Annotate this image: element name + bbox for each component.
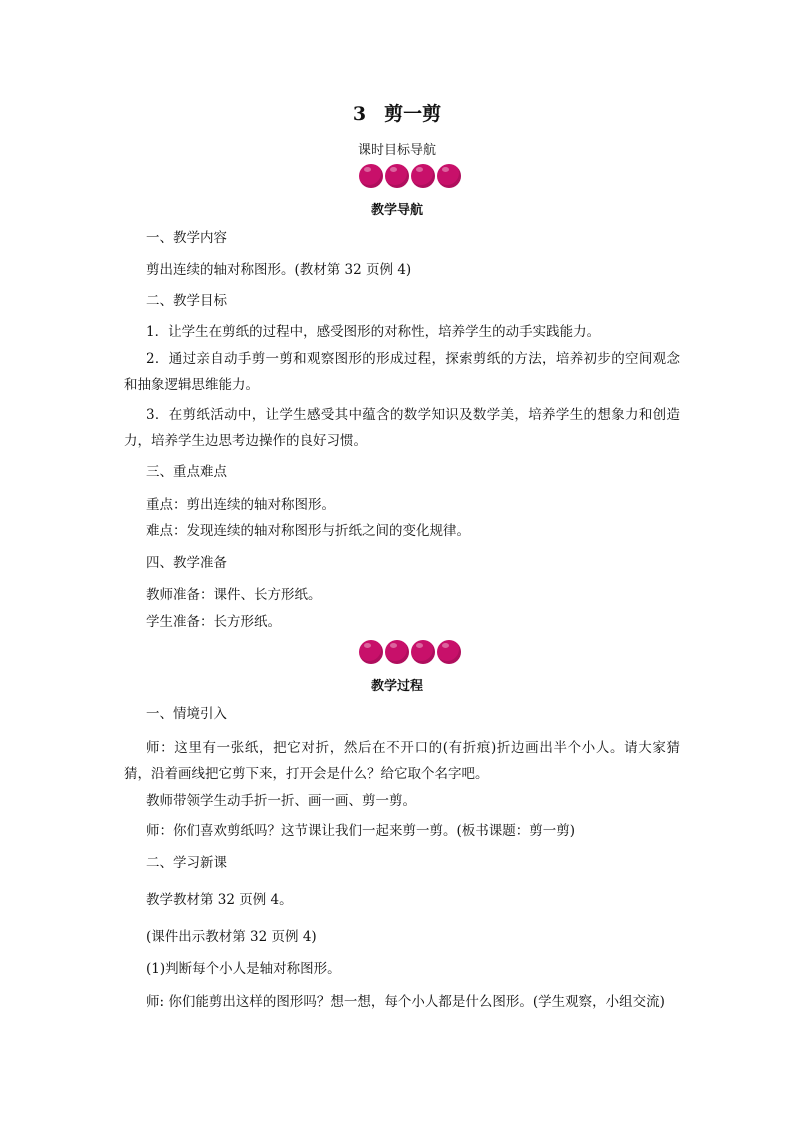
circle-dot-icon — [437, 640, 461, 664]
process-paragraph-6: (1)判断每个小人是轴对称图形。 — [146, 961, 341, 977]
guide-goal-1: 1．让学生在剪纸的过程中，感受图形的对称性，培养学生的动手实践能力。 — [146, 324, 601, 340]
process-paragraph-4: 教学教材第 32 页例 4。 — [146, 892, 293, 908]
guide-heading-3: 三、重点难点 — [146, 464, 227, 480]
process-heading-1: 一、情境引入 — [146, 706, 227, 722]
guide-goal-2: 2．通过亲自动手剪一剪和观察图形的形成过程，探索剪纸的方法，培养初步的空间观念和抽象逻辑思维能力。 — [124, 351, 680, 393]
circle-dot-icon — [411, 640, 435, 664]
guide-heading-1: 一、教学内容 — [146, 230, 227, 246]
circle-dot-icon — [359, 640, 383, 664]
circle-dot-icon — [385, 640, 409, 664]
process-paragraph-3: 师：你们喜欢剪纸吗？这节课让我们一起来剪一剪。(板书课题：剪一剪) — [146, 823, 576, 839]
lesson-subtitle: 课时目标导航 — [357, 143, 436, 158]
section-guide-label: 教学导航 — [370, 203, 423, 218]
lesson-number: 3 — [352, 103, 367, 125]
guide-heading-4: 四、教学准备 — [146, 555, 227, 571]
circle-dot-icon — [385, 164, 409, 188]
decorative-dots-top — [359, 164, 463, 188]
guide-difficulty: 难点：发现连续的轴对称图形与折纸之间的变化规律。 — [146, 523, 470, 539]
process-paragraph-1: 师：这里有一张纸，把它对折，然后在不开口的(有折痕)折边画出半个小人。请大家猜猜，沿着画线把它剪下来，打开会是什么？给它取个名字吧。 — [124, 740, 680, 782]
decorative-dots-bottom — [359, 640, 463, 664]
guide-content: 剪出连续的轴对称图形。(教材第 32 页例 4) — [146, 262, 412, 278]
circle-dot-icon — [411, 164, 435, 188]
process-paragraph-5: (课件出示教材第 32 页例 4) — [146, 929, 317, 945]
guide-key-point: 重点：剪出连续的轴对称图形。 — [146, 497, 335, 513]
page-title — [0, 99, 794, 126]
process-paragraph-2: 教师带领学生动手折一折、画一画、剪一剪。 — [146, 793, 416, 809]
process-heading-2: 二、学习新课 — [146, 855, 227, 871]
guide-goal-3: 3．在剪纸活动中，让学生感受其中蕴含的数学知识及数学美，培养学生的想象力和创造力，培养学生边思考边操作的良好习惯。 — [124, 407, 680, 449]
circle-dot-icon — [437, 164, 461, 188]
guide-heading-2: 二、教学目标 — [146, 293, 227, 309]
circle-dot-icon — [359, 164, 383, 188]
section-process-label: 教学过程 — [370, 679, 423, 694]
lesson-title: 剪一剪 — [384, 103, 442, 125]
guide-student-prep: 学生准备：长方形纸。 — [146, 614, 281, 630]
guide-teacher-prep: 教师准备：课件、长方形纸。 — [146, 587, 322, 603]
process-paragraph-7: 师: 你们能剪出这样的图形吗？想一想，每个小人都是什么图形。(学生观察，小组交流) — [146, 994, 665, 1010]
